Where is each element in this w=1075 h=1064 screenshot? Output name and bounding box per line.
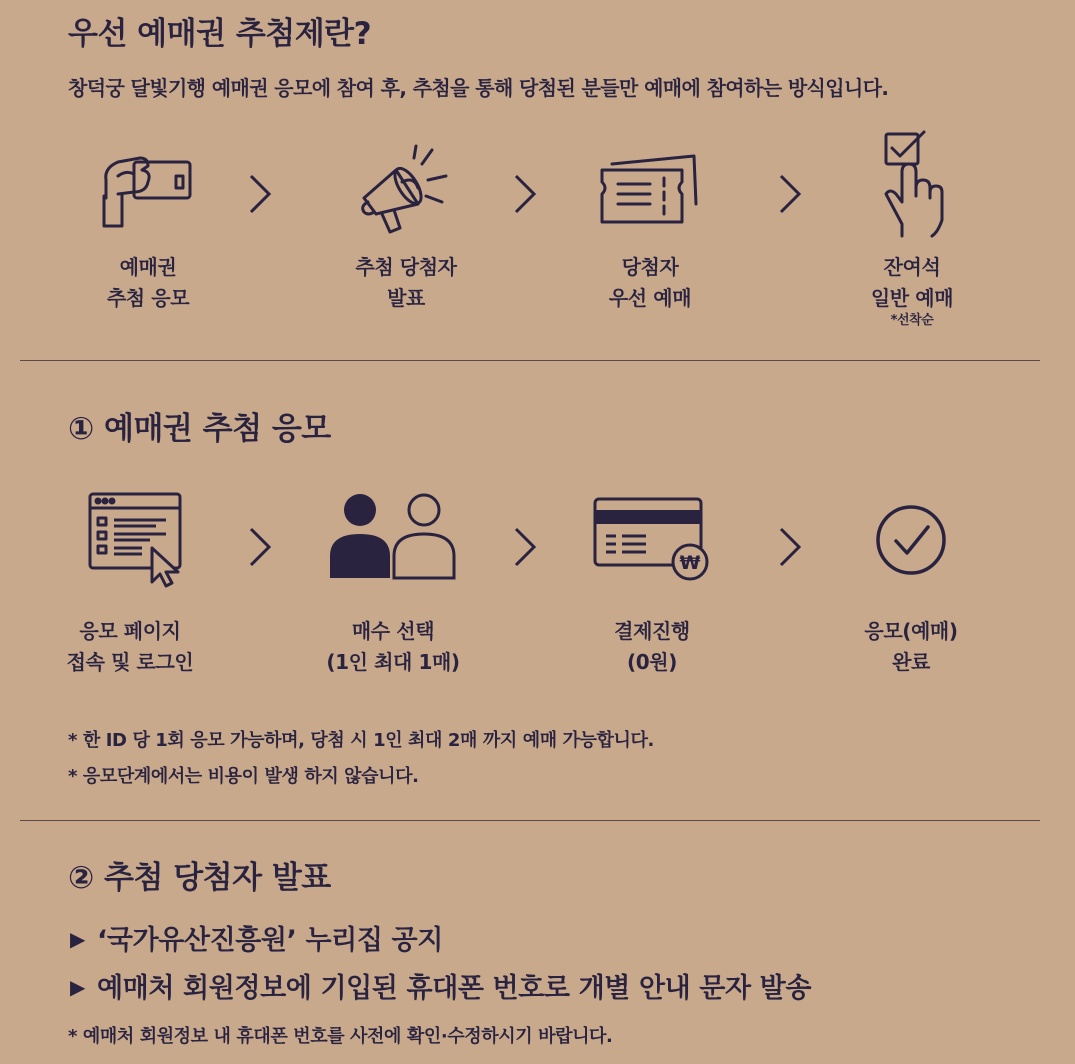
bullet-website-notice — [70, 918, 443, 957]
triangle-bullet-icon: ▶ — [70, 927, 85, 951]
step-label-line1: 응모(예매) — [864, 619, 958, 643]
step-label-line1: 예매권 — [119, 255, 177, 279]
step-label-line2: 일반 예매 — [870, 286, 954, 310]
triangle-bullet-icon: ▶ — [70, 975, 85, 999]
step-label-line1: 매수 선택 — [351, 619, 435, 643]
step-general-booking — [802, 252, 1022, 328]
note-one-per-id: * 한 ID 당 1회 응모 가능하며, 당첨 시 1인 최대 2매 까지 예매 가능합니다. — [68, 730, 654, 751]
step-label-line1: 당첨자 — [621, 255, 679, 279]
megaphone-icon — [356, 140, 456, 235]
svg-text:₩: ₩ — [679, 552, 701, 574]
step-payment — [542, 616, 762, 678]
step-label-line2: (1인 최대 1매) — [326, 650, 460, 674]
step-lottery-apply — [38, 252, 258, 314]
browser-cursor-icon — [86, 490, 186, 590]
step-label-line2: 우선 예매 — [608, 286, 692, 310]
chevron-right-icon — [245, 525, 275, 569]
section-title-lottery: 우선 예매권 추첨제란? — [68, 16, 372, 52]
hand-card-icon — [96, 150, 196, 230]
step-label-line2: (0원) — [627, 650, 677, 674]
bullet-text: 예매처 회원정보에 기입된 휴대폰 번호로 개별 안내 문자 발송 — [96, 973, 812, 1004]
divider — [20, 820, 1040, 821]
step-login — [20, 616, 240, 678]
step-label-line1: 응모 페이지 — [79, 619, 181, 643]
first-come-note: *선착순 — [890, 313, 934, 328]
step-label-line1: 결제진행 — [614, 619, 690, 643]
step-label-line2: 접속 및 로그인 — [66, 650, 194, 674]
note-no-cost: * 응모단계에서는 비용이 발생 하지 않습니다. — [68, 766, 419, 787]
chevron-right-icon — [775, 525, 805, 569]
step-label-line2: 완료 — [892, 650, 930, 674]
step-priority-booking — [540, 252, 760, 314]
people-icon — [328, 492, 458, 580]
card-won-icon — [592, 496, 712, 586]
bullet-sms-notice — [70, 966, 811, 1005]
ticket-icon — [598, 152, 702, 226]
note-check-phone: * 예매처 회원정보 내 휴대폰 번호를 사전에 확인·수정하시기 바랍니다. — [68, 1026, 613, 1047]
section-title-announce: ② 추첨 당첨자 발표 — [68, 860, 331, 896]
check-circle-icon — [874, 503, 948, 577]
step-label-line2: 발표 — [387, 286, 425, 310]
intro-text: 창덕궁 달빛기행 예매권 응모에 참여 후, 추첨을 통해 당첨된 분들만 예매에 참여하는 방식입니다. — [68, 76, 889, 100]
chevron-right-icon — [775, 172, 805, 216]
step-label-line1: 잔여석 — [883, 255, 941, 279]
section-title-apply: ① 예매권 추첨 응모 — [68, 411, 331, 447]
bullet-text: ‘국가유산진흥원’ 누리집 공지 — [96, 925, 443, 956]
step-winner-announce — [296, 252, 516, 314]
step-label-line2: 추첨 응모 — [106, 286, 190, 310]
step-complete — [801, 616, 1021, 678]
step-quantity — [283, 616, 503, 678]
divider — [20, 360, 1040, 361]
chevron-right-icon — [510, 172, 540, 216]
hand-check-icon — [876, 128, 950, 238]
chevron-right-icon — [510, 525, 540, 569]
chevron-right-icon — [245, 172, 275, 216]
step-label-line1: 추첨 당첨자 — [355, 255, 457, 279]
